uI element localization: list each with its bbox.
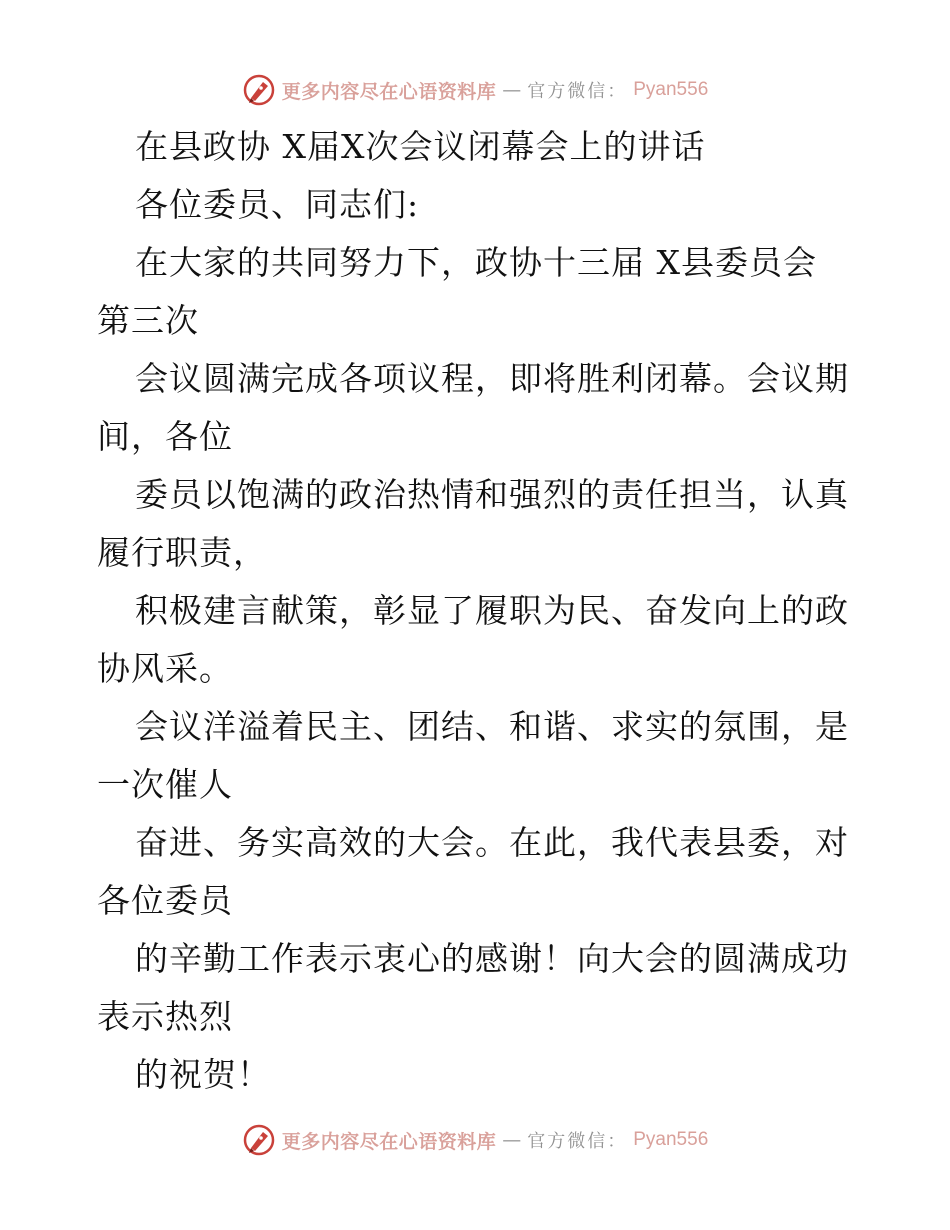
- banner-dash: —: [502, 1129, 522, 1151]
- document-line: 委员以饱满的政治热情和强烈的责任担当，认真: [135, 475, 849, 514]
- document-line: 履行职责，: [97, 533, 267, 572]
- banner-wechat-id: Pyan556: [633, 1129, 709, 1150]
- document-line: 在大家的共同努力下，政协十三届 X县委员会: [135, 243, 817, 282]
- banner-official-label: 官方微信：: [527, 81, 628, 102]
- header-banner: [0, 70, 950, 110]
- banner-text: 更多内容尽在心语资料库: [281, 1130, 497, 1153]
- document-line: 间，各位: [97, 417, 233, 456]
- document-body: [97, 118, 877, 1104]
- banner-dash: —: [502, 79, 522, 101]
- banner-wechat-id: Pyan556: [633, 79, 709, 100]
- document-line: 会议圆满完成各项议程，即将胜利闭幕。会议期: [135, 359, 849, 398]
- banner-official-label: 官方微信：: [527, 1131, 628, 1152]
- document-line: 表示热烈: [97, 997, 233, 1036]
- document-line: 会议洋溢着民主、团结、和谐、求实的氛围，是: [135, 707, 849, 746]
- pen-nib-logo-icon: [242, 73, 276, 107]
- document-line: 积极建言献策，彰显了履职为民、奋发向上的政: [135, 591, 849, 630]
- pen-nib-logo-icon: [242, 1123, 276, 1157]
- document-line: 各位委员: [97, 881, 233, 920]
- document-line: 一次催人: [97, 765, 233, 804]
- document-title: 在县政协 X届X次会议闭幕会上的讲话: [135, 127, 706, 166]
- document-line: 奋进、务实高效的大会。在此，我代表县委，对: [135, 823, 849, 862]
- footer-banner: [0, 1120, 950, 1160]
- banner-text: 更多内容尽在心语资料库: [281, 80, 497, 103]
- document-line: 的祝贺！: [135, 1055, 271, 1094]
- document-line: 协风采。: [97, 649, 233, 688]
- document-line: 的辛勤工作表示衷心的感谢！向大会的圆满成功: [135, 939, 849, 978]
- document-line: 第三次: [97, 301, 199, 340]
- document-line: 各位委员、同志们:: [135, 185, 420, 224]
